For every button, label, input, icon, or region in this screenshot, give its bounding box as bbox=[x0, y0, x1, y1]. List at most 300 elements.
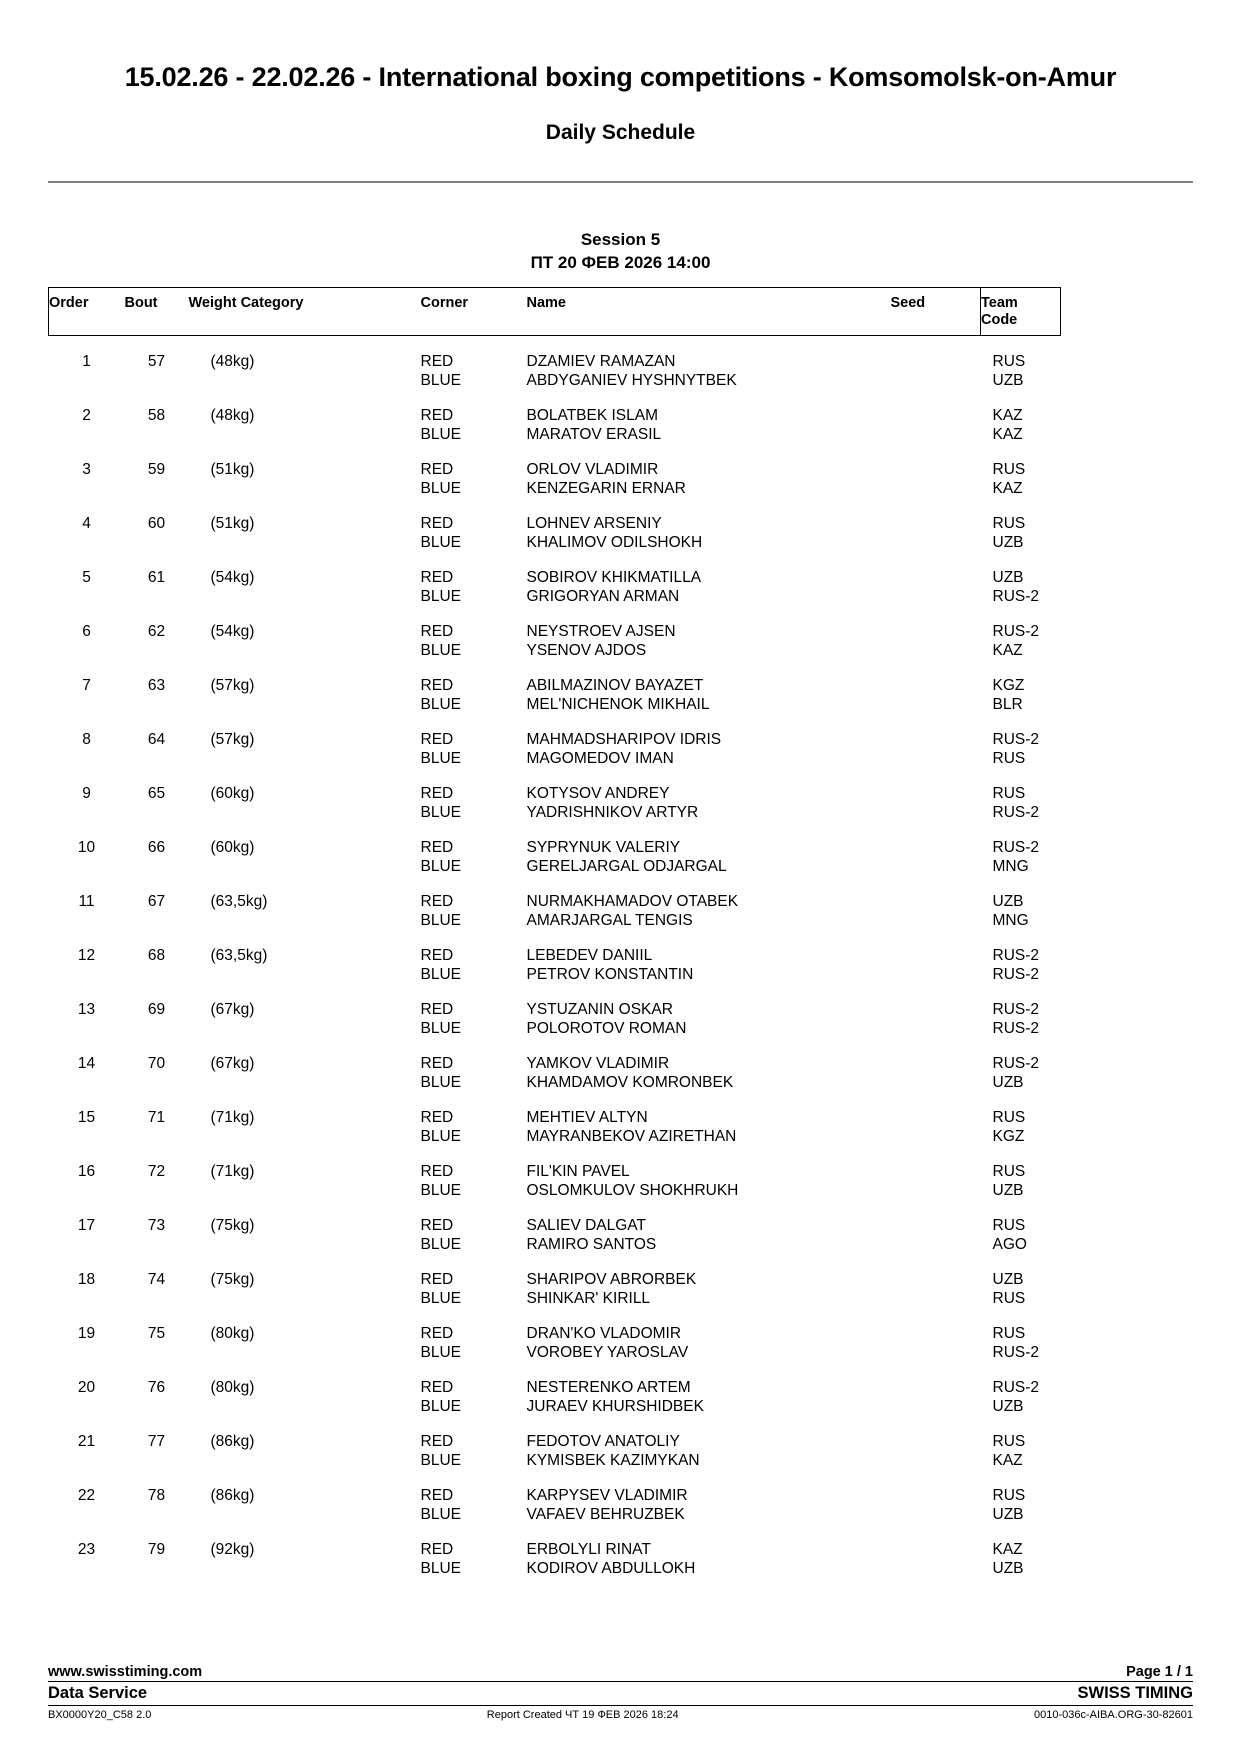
cell-boxer-name-red: LOHNEV ARSENIY bbox=[526, 515, 662, 533]
cell-seed-red bbox=[891, 407, 981, 426]
cell-team-code-red: RUS bbox=[992, 1433, 1026, 1451]
cell-team-code-red: RUS-2 bbox=[992, 1001, 1040, 1019]
table-row bbox=[49, 1525, 1061, 1579]
column-header-team-code-line2: Code bbox=[981, 311, 1018, 328]
cell-weight-category: (67kg) bbox=[210, 1055, 255, 1073]
cell-team-code-blue: KAZ bbox=[992, 480, 1023, 498]
column-header-order: Order bbox=[49, 294, 89, 311]
table-row bbox=[49, 1147, 1061, 1201]
cell-boxer-name-blue: MAGOMEDOV IMAN bbox=[526, 750, 674, 768]
cell-boxer-name-red: KOTYSOV ANDREY bbox=[526, 785, 670, 803]
cell-seed bbox=[891, 769, 981, 823]
cell-order: 21 bbox=[77, 1433, 96, 1451]
table-row bbox=[49, 1309, 1061, 1363]
cell-boxer-name bbox=[527, 823, 891, 877]
cell-seed bbox=[891, 1201, 981, 1255]
cell-boxer-name bbox=[527, 1471, 891, 1525]
cell-weight-category: (67kg) bbox=[210, 1001, 255, 1019]
cell-seed-red bbox=[891, 515, 981, 534]
session-header bbox=[48, 229, 1193, 275]
cell-corner-red: RED bbox=[420, 623, 454, 641]
cell-team-code bbox=[981, 1417, 1061, 1471]
cell-bout: 67 bbox=[147, 893, 166, 911]
cell-corner-red: RED bbox=[420, 1325, 454, 1343]
cell-team-code bbox=[981, 1147, 1061, 1201]
cell-team-code bbox=[981, 1039, 1061, 1093]
cell-seed-blue bbox=[891, 372, 981, 391]
cell-team-code-blue: RUS-2 bbox=[992, 804, 1040, 822]
cell-corner-red: RED bbox=[420, 731, 454, 749]
table-row bbox=[49, 499, 1061, 553]
cell-boxer-name-blue: KODIROV ABDULLOKH bbox=[526, 1560, 696, 1578]
cell-order: 1 bbox=[82, 353, 91, 371]
cell-corner-blue: BLUE bbox=[420, 1452, 461, 1470]
cell-seed-blue bbox=[891, 1452, 981, 1471]
column-header-bout: Bout bbox=[124, 294, 158, 311]
cell-corner bbox=[421, 553, 527, 607]
cell-boxer-name-red: LEBEDEV DANIIL bbox=[526, 947, 653, 965]
footer-data-service: Data Service bbox=[48, 1684, 148, 1702]
cell-order: 3 bbox=[82, 461, 91, 479]
cell-order: 7 bbox=[82, 677, 91, 695]
cell-team-code-blue: KAZ bbox=[992, 1452, 1023, 1470]
cell-weight-category: (57kg) bbox=[210, 731, 255, 749]
cell-seed-red bbox=[891, 785, 981, 804]
cell-order: 17 bbox=[77, 1217, 96, 1235]
cell-corner-blue: BLUE bbox=[420, 1128, 461, 1146]
cell-team-code bbox=[981, 1093, 1061, 1147]
table-row bbox=[49, 1255, 1061, 1309]
cell-team-code-red: RUS bbox=[992, 785, 1026, 803]
cell-boxer-name-red: FEDOTOV ANATOLIY bbox=[526, 1433, 680, 1451]
cell-team-code-blue: RUS-2 bbox=[992, 588, 1040, 606]
cell-boxer-name-blue: RAMIRO SANTOS bbox=[526, 1236, 657, 1254]
cell-boxer-name bbox=[527, 931, 891, 985]
cell-weight-category: (48kg) bbox=[210, 407, 255, 425]
footer-document-id: 0010-036c-AIBA.ORG-30-82601 bbox=[1034, 1709, 1193, 1721]
cell-order: 13 bbox=[77, 1001, 96, 1019]
cell-team-code-blue: UZB bbox=[992, 372, 1024, 390]
cell-weight-category: (60kg) bbox=[210, 839, 255, 857]
cell-weight-category: (75kg) bbox=[210, 1217, 255, 1235]
cell-team-code-red: RUS-2 bbox=[992, 1055, 1040, 1073]
cell-corner bbox=[421, 1363, 527, 1417]
cell-corner-blue: BLUE bbox=[420, 1506, 461, 1524]
cell-team-code-blue: RUS-2 bbox=[992, 1344, 1040, 1362]
cell-boxer-name-blue: MAYRANBEKOV AZIRETHAN bbox=[526, 1128, 737, 1146]
footer-report-code: BX0000Y20_C58 2.0 bbox=[48, 1709, 152, 1721]
cell-seed-blue bbox=[891, 588, 981, 607]
cell-seed bbox=[891, 1309, 981, 1363]
cell-boxer-name-blue: KYMISBEK KAZIMYKAN bbox=[526, 1452, 700, 1470]
cell-corner-red: RED bbox=[420, 1217, 454, 1235]
cell-corner-blue: BLUE bbox=[420, 1398, 461, 1416]
cell-weight-category: (54kg) bbox=[210, 569, 255, 587]
cell-boxer-name-red: NEYSTROEV AJSEN bbox=[526, 623, 676, 641]
footer-brand: SWISS TIMING bbox=[1077, 1684, 1193, 1702]
cell-boxer-name bbox=[527, 1255, 891, 1309]
cell-bout: 58 bbox=[147, 407, 166, 425]
cell-team-code bbox=[981, 445, 1061, 499]
cell-weight-category: (80kg) bbox=[210, 1379, 255, 1397]
cell-seed-red bbox=[891, 1433, 981, 1452]
cell-boxer-name-blue: GERELJARGAL ODJARGAL bbox=[526, 858, 727, 876]
cell-boxer-name-red: YSTUZANIN OSKAR bbox=[526, 1001, 673, 1019]
table-row bbox=[49, 445, 1061, 499]
cell-seed bbox=[891, 1039, 981, 1093]
table-row bbox=[49, 1417, 1061, 1471]
cell-seed-red bbox=[891, 731, 981, 750]
table-header bbox=[49, 287, 1061, 335]
cell-boxer-name bbox=[527, 553, 891, 607]
cell-seed-red bbox=[891, 353, 981, 372]
cell-seed-red bbox=[891, 893, 981, 912]
cell-corner bbox=[421, 1147, 527, 1201]
cell-team-code-red: RUS bbox=[992, 1163, 1026, 1181]
cell-corner-red: RED bbox=[420, 1433, 454, 1451]
cell-seed bbox=[891, 1147, 981, 1201]
cell-bout: 64 bbox=[147, 731, 166, 749]
cell-seed-blue bbox=[891, 804, 981, 823]
cell-corner-blue: BLUE bbox=[420, 858, 461, 876]
cell-boxer-name-blue: MARATOV ERASIL bbox=[526, 426, 662, 444]
cell-seed-red bbox=[891, 1217, 981, 1236]
footer-report-created: Report Created ЧТ 19 ФЕВ 2026 18:24 bbox=[486, 1709, 679, 1721]
cell-team-code-blue: UZB bbox=[992, 1398, 1024, 1416]
cell-seed bbox=[891, 1471, 981, 1525]
cell-corner-blue: BLUE bbox=[420, 588, 461, 606]
cell-seed bbox=[891, 985, 981, 1039]
cell-team-code-red: RUS-2 bbox=[992, 947, 1040, 965]
cell-corner bbox=[421, 823, 527, 877]
column-header-seed: Seed bbox=[890, 294, 926, 311]
cell-corner-red: RED bbox=[420, 569, 454, 587]
cell-bout: 78 bbox=[147, 1487, 166, 1505]
cell-team-code-red: UZB bbox=[992, 1271, 1024, 1289]
cell-team-code-red: RUS-2 bbox=[992, 731, 1040, 749]
column-header-name: Name bbox=[526, 294, 566, 311]
table-row bbox=[49, 715, 1061, 769]
cell-bout: 63 bbox=[147, 677, 166, 695]
cell-corner-red: RED bbox=[420, 1487, 454, 1505]
cell-order: 16 bbox=[77, 1163, 96, 1181]
cell-seed bbox=[891, 823, 981, 877]
cell-corner-blue: BLUE bbox=[420, 372, 461, 390]
footer-website[interactable]: www.swisstiming.com bbox=[48, 1664, 203, 1680]
cell-seed-blue bbox=[891, 480, 981, 499]
cell-boxer-name-red: NESTERENKO ARTEM bbox=[526, 1379, 691, 1397]
cell-seed-red bbox=[891, 1271, 981, 1290]
cell-order: 6 bbox=[82, 623, 91, 641]
header-divider bbox=[48, 181, 1193, 183]
cell-weight-category: (54kg) bbox=[210, 623, 255, 641]
cell-team-code-red: RUS bbox=[992, 515, 1026, 533]
cell-team-code bbox=[981, 499, 1061, 553]
cell-boxer-name-blue: PETROV KONSTANTIN bbox=[526, 966, 694, 984]
cell-team-code bbox=[981, 391, 1061, 445]
cell-team-code-red: KGZ bbox=[992, 677, 1025, 695]
page-footer bbox=[48, 1664, 1193, 1721]
cell-team-code bbox=[981, 1525, 1061, 1579]
cell-seed bbox=[891, 607, 981, 661]
cell-team-code-blue: UZB bbox=[992, 1506, 1024, 1524]
table-row bbox=[49, 553, 1061, 607]
cell-corner-blue: BLUE bbox=[420, 480, 461, 498]
cell-weight-category: (75kg) bbox=[210, 1271, 255, 1289]
cell-boxer-name-blue: YADRISHNIKOV ARTYR bbox=[526, 804, 699, 822]
cell-seed-red bbox=[891, 1325, 981, 1344]
table-row bbox=[49, 931, 1061, 985]
cell-seed bbox=[891, 877, 981, 931]
cell-corner-blue: BLUE bbox=[420, 426, 461, 444]
cell-boxer-name bbox=[527, 1147, 891, 1201]
footer-page-number: Page 1 / 1 bbox=[1126, 1664, 1193, 1680]
cell-boxer-name bbox=[527, 877, 891, 931]
cell-corner-blue: BLUE bbox=[420, 1182, 461, 1200]
page-title: 15.02.26 - 22.02.26 - International boxing competitions - Komsomolsk-on-Amur bbox=[124, 62, 1117, 92]
cell-seed-blue bbox=[891, 750, 981, 769]
cell-boxer-name bbox=[527, 336, 891, 392]
cell-seed bbox=[891, 391, 981, 445]
cell-seed-red bbox=[891, 1379, 981, 1398]
cell-team-code-red: RUS bbox=[992, 1217, 1026, 1235]
cell-corner bbox=[421, 1309, 527, 1363]
cell-seed-blue bbox=[891, 696, 981, 715]
cell-seed bbox=[891, 1417, 981, 1471]
schedule-table bbox=[48, 287, 1061, 1579]
session-name: Session 5 bbox=[580, 230, 661, 249]
cell-corner-blue: BLUE bbox=[420, 696, 461, 714]
cell-weight-category: (63,5kg) bbox=[210, 893, 268, 911]
cell-corner bbox=[421, 1471, 527, 1525]
cell-order: 10 bbox=[77, 839, 96, 857]
page-subtitle: Daily Schedule bbox=[545, 121, 696, 144]
cell-boxer-name-blue: KENZEGARIN ERNAR bbox=[526, 480, 686, 498]
cell-corner-red: RED bbox=[420, 1163, 454, 1181]
table-row bbox=[49, 661, 1061, 715]
cell-corner-red: RED bbox=[420, 839, 454, 857]
cell-corner-blue: BLUE bbox=[420, 642, 461, 660]
cell-team-code-blue: BLR bbox=[992, 696, 1023, 714]
cell-team-code-red: RUS bbox=[992, 461, 1026, 479]
cell-corner-blue: BLUE bbox=[420, 804, 461, 822]
column-header-weight-category: Weight Category bbox=[188, 294, 304, 311]
cell-bout: 62 bbox=[147, 623, 166, 641]
cell-team-code-blue: RUS-2 bbox=[992, 1020, 1040, 1038]
cell-boxer-name-blue: ABDYGANIEV HYSHNYTBEK bbox=[526, 372, 737, 390]
cell-seed-red bbox=[891, 1001, 981, 1020]
cell-team-code-blue: RUS bbox=[992, 1290, 1026, 1308]
cell-seed bbox=[891, 1525, 981, 1579]
cell-weight-category: (51kg) bbox=[210, 461, 255, 479]
cell-boxer-name bbox=[527, 715, 891, 769]
cell-weight-category: (86kg) bbox=[210, 1487, 255, 1505]
cell-boxer-name-red: KARPYSEV VLADIMIR bbox=[526, 1487, 688, 1505]
cell-seed-red bbox=[891, 839, 981, 858]
cell-corner bbox=[421, 931, 527, 985]
cell-team-code-red: RUS bbox=[992, 1487, 1026, 1505]
cell-boxer-name-red: FIL'KIN PAVEL bbox=[526, 1163, 630, 1181]
cell-corner-red: RED bbox=[420, 1271, 454, 1289]
cell-bout: 72 bbox=[147, 1163, 166, 1181]
cell-corner-red: RED bbox=[420, 1541, 454, 1559]
cell-seed-blue bbox=[891, 426, 981, 445]
cell-corner bbox=[421, 1093, 527, 1147]
cell-bout: 61 bbox=[147, 569, 166, 587]
cell-team-code bbox=[981, 1309, 1061, 1363]
cell-weight-category: (63,5kg) bbox=[210, 947, 268, 965]
cell-boxer-name bbox=[527, 607, 891, 661]
cell-seed-blue bbox=[891, 966, 981, 985]
cell-seed-blue bbox=[891, 1344, 981, 1363]
cell-bout: 59 bbox=[147, 461, 166, 479]
cell-team-code-blue: UZB bbox=[992, 1074, 1024, 1092]
cell-corner bbox=[421, 499, 527, 553]
cell-corner-red: RED bbox=[420, 677, 454, 695]
cell-team-code bbox=[981, 336, 1061, 392]
cell-boxer-name-red: NURMAKHAMADOV OTABEK bbox=[526, 893, 739, 911]
cell-team-code-blue: KAZ bbox=[992, 426, 1023, 444]
table-row bbox=[49, 1093, 1061, 1147]
cell-weight-category: (86kg) bbox=[210, 1433, 255, 1451]
cell-seed-red bbox=[891, 1541, 981, 1560]
cell-seed-blue bbox=[891, 1398, 981, 1417]
cell-order: 8 bbox=[82, 731, 91, 749]
cell-corner bbox=[421, 1417, 527, 1471]
table-row bbox=[49, 877, 1061, 931]
cell-corner bbox=[421, 1255, 527, 1309]
cell-team-code bbox=[981, 553, 1061, 607]
cell-weight-category: (57kg) bbox=[210, 677, 255, 695]
cell-boxer-name-red: SYPRYNUK VALERIY bbox=[526, 839, 681, 857]
table-row bbox=[49, 391, 1061, 445]
cell-boxer-name-blue: KHALIMOV ODILSHOKH bbox=[526, 534, 703, 552]
cell-boxer-name-red: ORLOV VLADIMIR bbox=[526, 461, 659, 479]
cell-boxer-name bbox=[527, 1363, 891, 1417]
cell-seed-blue bbox=[891, 1560, 981, 1579]
cell-team-code-red: RUS-2 bbox=[992, 1379, 1040, 1397]
cell-corner-red: RED bbox=[420, 407, 454, 425]
cell-corner bbox=[421, 877, 527, 931]
cell-team-code bbox=[981, 1201, 1061, 1255]
cell-boxer-name bbox=[527, 1093, 891, 1147]
cell-team-code-blue: MNG bbox=[992, 912, 1029, 930]
cell-bout: 65 bbox=[147, 785, 166, 803]
cell-boxer-name-red: SHARIPOV ABRORBEK bbox=[526, 1271, 697, 1289]
cell-corner bbox=[421, 445, 527, 499]
cell-team-code bbox=[981, 607, 1061, 661]
cell-corner bbox=[421, 715, 527, 769]
cell-order: 15 bbox=[77, 1109, 96, 1127]
cell-seed bbox=[891, 661, 981, 715]
cell-boxer-name bbox=[527, 1201, 891, 1255]
cell-team-code-red: RUS bbox=[992, 353, 1026, 371]
cell-boxer-name-blue: JURAEV KHURSHIDBEK bbox=[526, 1398, 704, 1416]
session-datetime: ПТ 20 ФЕВ 2026 14:00 bbox=[530, 252, 711, 272]
cell-weight-category: (51kg) bbox=[210, 515, 255, 533]
table-row bbox=[49, 823, 1061, 877]
cell-boxer-name-blue: AMARJARGAL TENGIS bbox=[526, 912, 693, 930]
cell-order: 19 bbox=[77, 1325, 96, 1343]
table-row bbox=[49, 336, 1061, 392]
cell-corner-blue: BLUE bbox=[420, 1560, 461, 1578]
cell-boxer-name-blue: SHINKAR' KIRILL bbox=[526, 1290, 651, 1308]
cell-seed-red bbox=[891, 1487, 981, 1506]
cell-boxer-name-blue: GRIGORYAN ARMAN bbox=[526, 588, 680, 606]
cell-boxer-name-blue: OSLOMKULOV SHOKHRUKH bbox=[526, 1182, 739, 1200]
cell-seed bbox=[891, 445, 981, 499]
cell-corner-red: RED bbox=[420, 947, 454, 965]
cell-bout: 57 bbox=[147, 353, 166, 371]
cell-team-code bbox=[981, 931, 1061, 985]
cell-seed-blue bbox=[891, 1128, 981, 1147]
cell-boxer-name-red: SALIEV DALGAT bbox=[526, 1217, 646, 1235]
cell-seed-red bbox=[891, 947, 981, 966]
cell-corner bbox=[421, 391, 527, 445]
cell-seed-blue bbox=[891, 1182, 981, 1201]
cell-bout: 76 bbox=[147, 1379, 166, 1397]
cell-seed-red bbox=[891, 461, 981, 480]
cell-bout: 79 bbox=[147, 1541, 166, 1559]
cell-boxer-name-red: YAMKOV VLADIMIR bbox=[526, 1055, 670, 1073]
cell-weight-category: (48kg) bbox=[210, 353, 255, 371]
cell-corner bbox=[421, 769, 527, 823]
cell-corner bbox=[421, 1201, 527, 1255]
cell-boxer-name bbox=[527, 985, 891, 1039]
cell-team-code-red: UZB bbox=[992, 893, 1024, 911]
cell-team-code-blue: KAZ bbox=[992, 642, 1023, 660]
cell-seed bbox=[891, 336, 981, 392]
cell-boxer-name bbox=[527, 445, 891, 499]
cell-seed-red bbox=[891, 1163, 981, 1182]
cell-order: 5 bbox=[82, 569, 91, 587]
cell-boxer-name bbox=[527, 1039, 891, 1093]
table-row bbox=[49, 607, 1061, 661]
cell-bout: 73 bbox=[147, 1217, 166, 1235]
cell-corner-blue: BLUE bbox=[420, 1020, 461, 1038]
cell-team-code-blue: KGZ bbox=[992, 1128, 1025, 1146]
cell-boxer-name-red: SOBIROV KHIKMATILLA bbox=[526, 569, 702, 587]
cell-corner bbox=[421, 607, 527, 661]
cell-corner-red: RED bbox=[420, 353, 454, 371]
cell-boxer-name-blue: VOROBEY YAROSLAV bbox=[526, 1344, 689, 1362]
cell-corner-blue: BLUE bbox=[420, 912, 461, 930]
cell-boxer-name bbox=[527, 499, 891, 553]
cell-bout: 77 bbox=[147, 1433, 166, 1451]
cell-boxer-name bbox=[527, 1417, 891, 1471]
cell-corner bbox=[421, 336, 527, 392]
cell-team-code bbox=[981, 715, 1061, 769]
cell-seed-blue bbox=[891, 912, 981, 931]
cell-order: 18 bbox=[77, 1271, 96, 1289]
cell-bout: 74 bbox=[147, 1271, 166, 1289]
cell-bout: 68 bbox=[147, 947, 166, 965]
cell-seed-blue bbox=[891, 642, 981, 661]
cell-team-code-blue: AGO bbox=[992, 1236, 1027, 1254]
cell-order: 20 bbox=[77, 1379, 96, 1397]
cell-seed bbox=[891, 931, 981, 985]
cell-team-code bbox=[981, 985, 1061, 1039]
cell-weight-category: (92kg) bbox=[210, 1541, 255, 1559]
cell-order: 11 bbox=[78, 893, 95, 911]
cell-team-code-blue: UZB bbox=[992, 1560, 1024, 1578]
cell-team-code-blue: UZB bbox=[992, 1182, 1024, 1200]
cell-boxer-name-red: ABILMAZINOV BAYAZET bbox=[526, 677, 704, 695]
cell-seed-blue bbox=[891, 1020, 981, 1039]
cell-boxer-name-blue: POLOROTOV ROMAN bbox=[526, 1020, 687, 1038]
cell-corner-red: RED bbox=[420, 785, 454, 803]
cell-boxer-name-blue: KHAMDAMOV KOMRONBEK bbox=[526, 1074, 734, 1092]
